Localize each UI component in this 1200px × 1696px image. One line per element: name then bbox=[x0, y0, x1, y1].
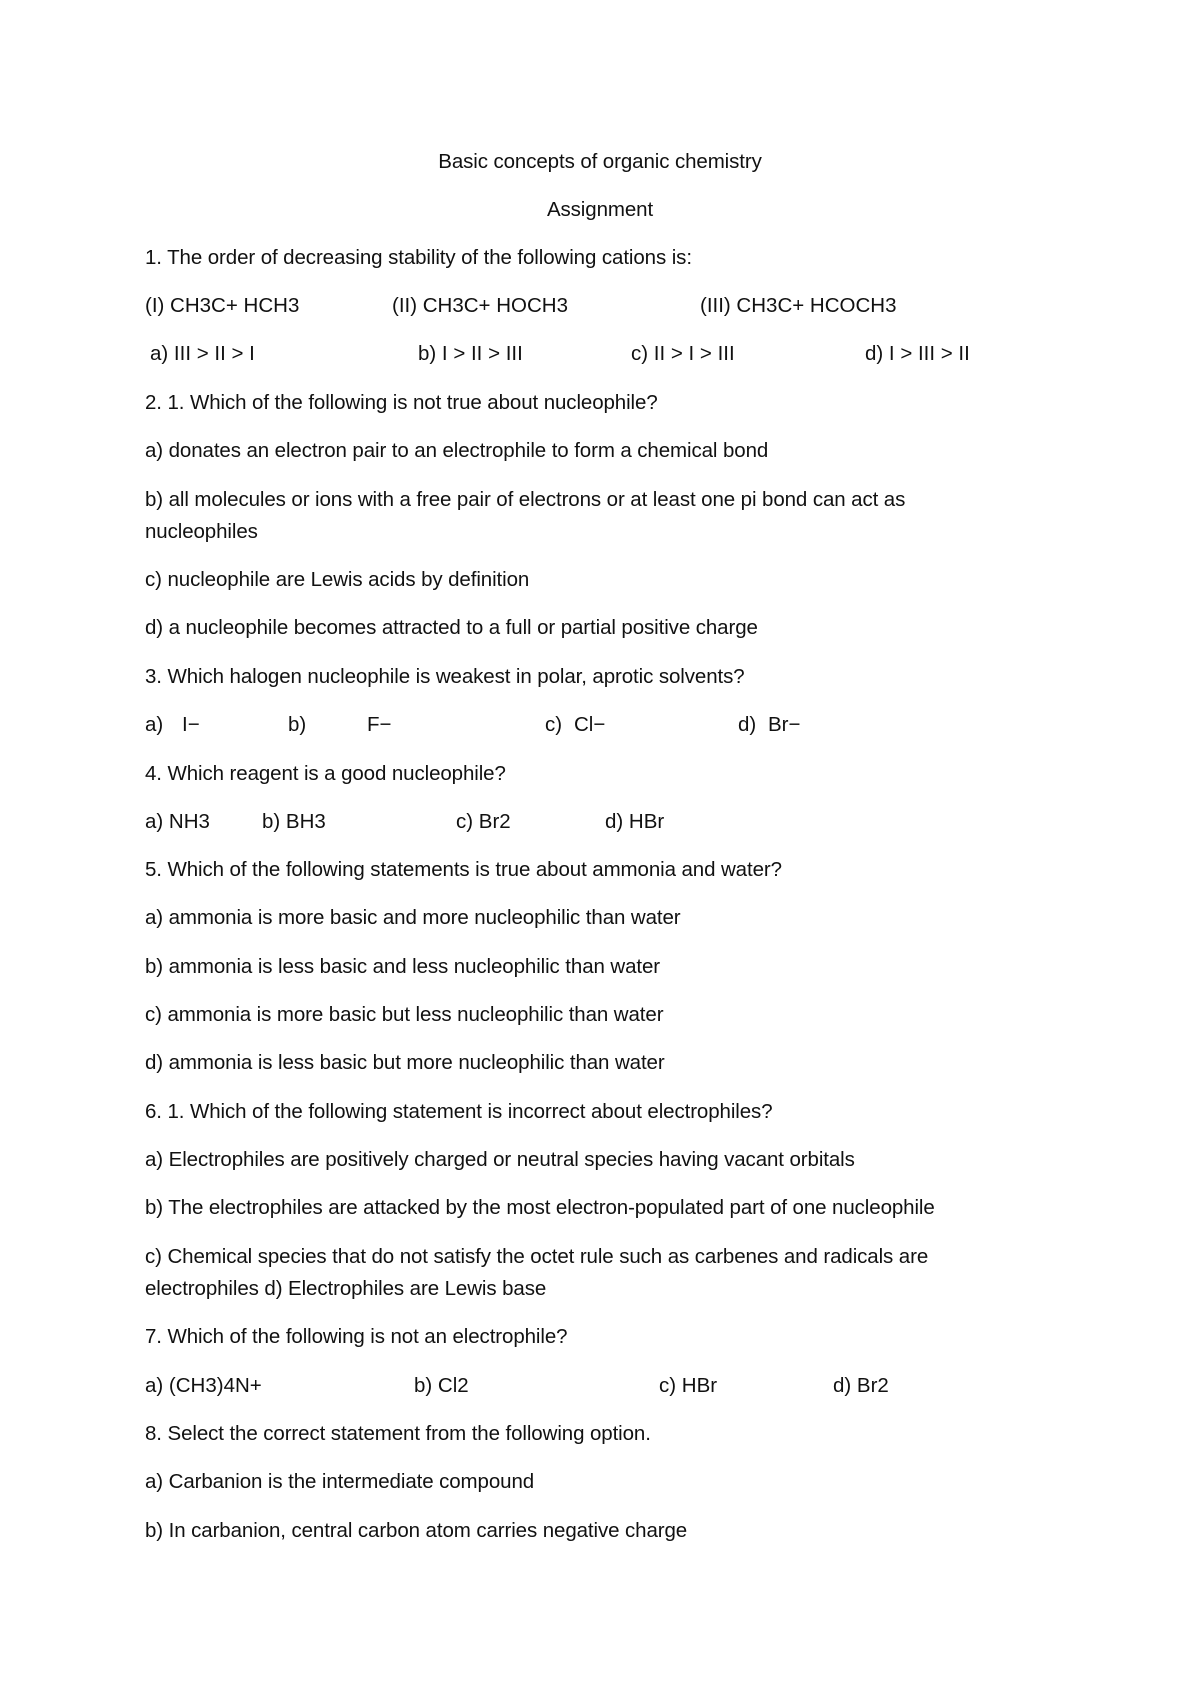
q4-option-c: c) Br2 bbox=[456, 810, 511, 833]
q3-value-d: Br− bbox=[768, 713, 801, 736]
q5-option-d: d) ammonia is less basic but more nucleophilic than water bbox=[145, 1051, 665, 1074]
q4-stem: 4. Which reagent is a good nucleophile? bbox=[145, 762, 506, 785]
q1-stem: 1. The order of decreasing stability of the following cations is: bbox=[145, 246, 692, 269]
q3-label-d: d) bbox=[738, 713, 757, 736]
q7-option-b: b) Cl2 bbox=[414, 1374, 469, 1397]
q5-option-c: c) ammonia is more basic but less nucleophilic than water bbox=[145, 1003, 664, 1026]
q5-option-a: a) ammonia is more basic and more nucleophilic than water bbox=[145, 906, 681, 929]
q3-value-b: F− bbox=[367, 713, 392, 736]
q6-option-b: b) The electrophiles are attacked by the most electron-populated part of one nucleophile bbox=[145, 1196, 935, 1219]
q3-stem: 3. Which halogen nucleophile is weakest in polar, aprotic solvents? bbox=[145, 665, 745, 688]
q6-option-c-line1: c) Chemical species that do not satisfy the octet rule such as carbenes and radicals are bbox=[145, 1245, 929, 1268]
q7-option-a: a) (CH3)4N+ bbox=[145, 1374, 262, 1397]
q2-option-b-line1: b) all molecules or ions with a free pair of electrons or at least one pi bond can act as bbox=[145, 488, 906, 511]
q5-stem: 5. Which of the following statements is true about ammonia and water? bbox=[145, 858, 782, 881]
q3-label-c: c) bbox=[545, 713, 563, 736]
q1-option-d: d) I > III > II bbox=[865, 342, 970, 365]
q3-value-a: I− bbox=[182, 713, 200, 736]
q3-value-c: Cl− bbox=[574, 713, 606, 736]
q2-option-a: a) donates an electron pair to an electrophile to form a chemical bond bbox=[145, 439, 769, 462]
document-title: Basic concepts of organic chemistry bbox=[438, 150, 762, 173]
q5-option-b: b) ammonia is less basic and less nucleophilic than water bbox=[145, 955, 661, 978]
q4-option-a: a) NH3 bbox=[145, 810, 210, 833]
q1-option-a: a) III > II > I bbox=[150, 342, 255, 365]
q2-option-c: c) nucleophile are Lewis acids by definition bbox=[145, 568, 530, 591]
q3-label-b: b) bbox=[288, 713, 307, 736]
q6-stem: 6. 1. Which of the following statement is incorrect about electrophiles? bbox=[145, 1100, 773, 1123]
q7-stem: 7. Which of the following is not an electrophile? bbox=[145, 1325, 568, 1348]
q1-species-2: (II) CH3C+ HOCH3 bbox=[392, 294, 568, 317]
q8-option-a: a) Carbanion is the intermediate compound bbox=[145, 1470, 535, 1493]
q1-species-1: (I) CH3C+ HCH3 bbox=[145, 294, 300, 317]
q1-option-c: c) II > I > III bbox=[631, 342, 735, 365]
q7-option-d: d) Br2 bbox=[833, 1374, 889, 1397]
q1-option-b: b) I > II > III bbox=[418, 342, 523, 365]
q1-species-3: (III) CH3C+ HCOCH3 bbox=[700, 294, 897, 317]
q2-option-b-line2: nucleophiles bbox=[145, 520, 258, 543]
q3-label-a: a) bbox=[145, 713, 164, 736]
q6-option-a: a) Electrophiles are positively charged or neutral species having vacant orbitals bbox=[145, 1148, 855, 1171]
q7-option-c: c) HBr bbox=[659, 1374, 718, 1397]
q2-option-d: d) a nucleophile becomes attracted to a full or partial positive charge bbox=[145, 616, 758, 639]
q6-option-c-line2: electrophiles d) Electrophiles are Lewis base bbox=[145, 1277, 547, 1300]
q8-stem: 8. Select the correct statement from the following option. bbox=[145, 1422, 651, 1445]
q8-option-b: b) In carbanion, central carbon atom carries negative charge bbox=[145, 1519, 688, 1542]
document-subtitle: Assignment bbox=[546, 198, 654, 221]
q2-stem: 2. 1. Which of the following is not true about nucleophile? bbox=[145, 391, 658, 414]
q4-option-d: d) HBr bbox=[605, 810, 665, 833]
q4-option-b: b) BH3 bbox=[262, 810, 326, 833]
